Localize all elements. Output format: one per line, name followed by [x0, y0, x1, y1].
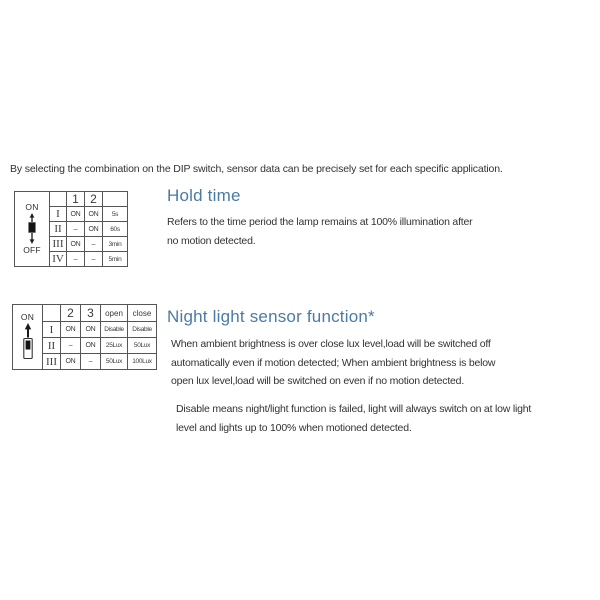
dip2-state: ON	[61, 322, 81, 338]
hold-time-value: 3min	[103, 237, 128, 252]
hold-time-dip-table	[14, 191, 128, 267]
close-lux-value: 50Lux	[128, 338, 157, 354]
open-lux-value: 50Lux	[101, 354, 128, 370]
dip2-state: ON	[85, 222, 103, 237]
open-lux-value: Disable	[101, 322, 128, 338]
dip1-state: ON	[67, 237, 85, 252]
dip-switch-slider-icon	[26, 213, 38, 245]
dip2-state: ON	[61, 354, 81, 370]
hold-time-description	[167, 213, 472, 250]
dip-switch-cell	[15, 192, 50, 267]
column-header-dip2: 2	[61, 305, 81, 322]
night-light-paragraph-line: Disable means night/light function is failed, light will always switch on at low light	[176, 403, 532, 415]
intro-text: By selecting the combination on the DIP switch, sensor data can be precisely set for each specific application.	[10, 163, 503, 175]
row-label: III	[43, 354, 61, 370]
switch-on-label: ON	[20, 312, 35, 322]
column-header-dip1: 1	[67, 192, 85, 207]
column-header-open: open	[101, 305, 128, 322]
night-light-paragraph-line: When ambient brightness is over close lux level,load will be switched off	[171, 338, 491, 350]
row-label: I	[50, 207, 67, 222]
row-label: II	[43, 338, 61, 354]
night-light-paragraph-line: open lux level,load will be switched on even if no motion detected.	[171, 375, 465, 387]
night-light-paragraph-1	[171, 335, 495, 391]
dip2-state: –	[85, 237, 103, 252]
column-header-close: close	[128, 305, 157, 322]
blank-header-cell	[103, 192, 128, 207]
dip2-state: ON	[85, 207, 103, 222]
open-lux-value: 25Lux	[101, 338, 128, 354]
hold-time-description-line: no motion detected.	[167, 234, 256, 247]
column-header-dip2: 2	[85, 192, 103, 207]
close-lux-value: Disable	[128, 322, 157, 338]
dip3-state: –	[81, 354, 101, 370]
blank-header-cell	[43, 305, 61, 322]
dip-switch-slider-icon	[21, 323, 35, 361]
night-light-dip-table	[12, 304, 157, 370]
dip-switch-graphic	[15, 201, 49, 257]
night-light-title: Night light sensor function*	[167, 307, 375, 326]
blank-header-cell	[50, 192, 67, 207]
hold-time-value: 5min	[103, 252, 128, 267]
hold-time-description-line: Refers to the time period the lamp remains at 100% illumination after	[167, 216, 473, 228]
dip3-state: ON	[81, 322, 101, 338]
hold-time-value: 60s	[103, 222, 128, 237]
dip3-state: ON	[81, 338, 101, 354]
dip1-state: –	[67, 252, 85, 267]
dip-switch-graphic	[13, 311, 42, 363]
close-lux-value: 100Lux	[128, 354, 157, 370]
switch-on-label: ON	[25, 202, 39, 212]
row-label: IV	[50, 252, 67, 267]
dip-switch-cell	[13, 305, 43, 370]
night-light-paragraph-2	[176, 400, 531, 437]
night-light-paragraph-line: automatically even if motion detected; When ambient brightness is below	[171, 356, 496, 369]
dip1-state: ON	[67, 207, 85, 222]
dip1-state: –	[67, 222, 85, 237]
row-label: II	[50, 222, 67, 237]
switch-off-label: OFF	[23, 245, 41, 255]
row-label: III	[50, 237, 67, 252]
night-light-paragraph-line: level and lights up to 100% when motioned detected.	[176, 421, 412, 434]
hold-time-value: 5s	[103, 207, 128, 222]
row-label: I	[43, 322, 61, 338]
dip2-state: –	[61, 338, 81, 354]
column-header-dip3: 3	[81, 305, 101, 322]
hold-time-title: Hold time	[167, 186, 241, 205]
dip2-state: –	[85, 252, 103, 267]
